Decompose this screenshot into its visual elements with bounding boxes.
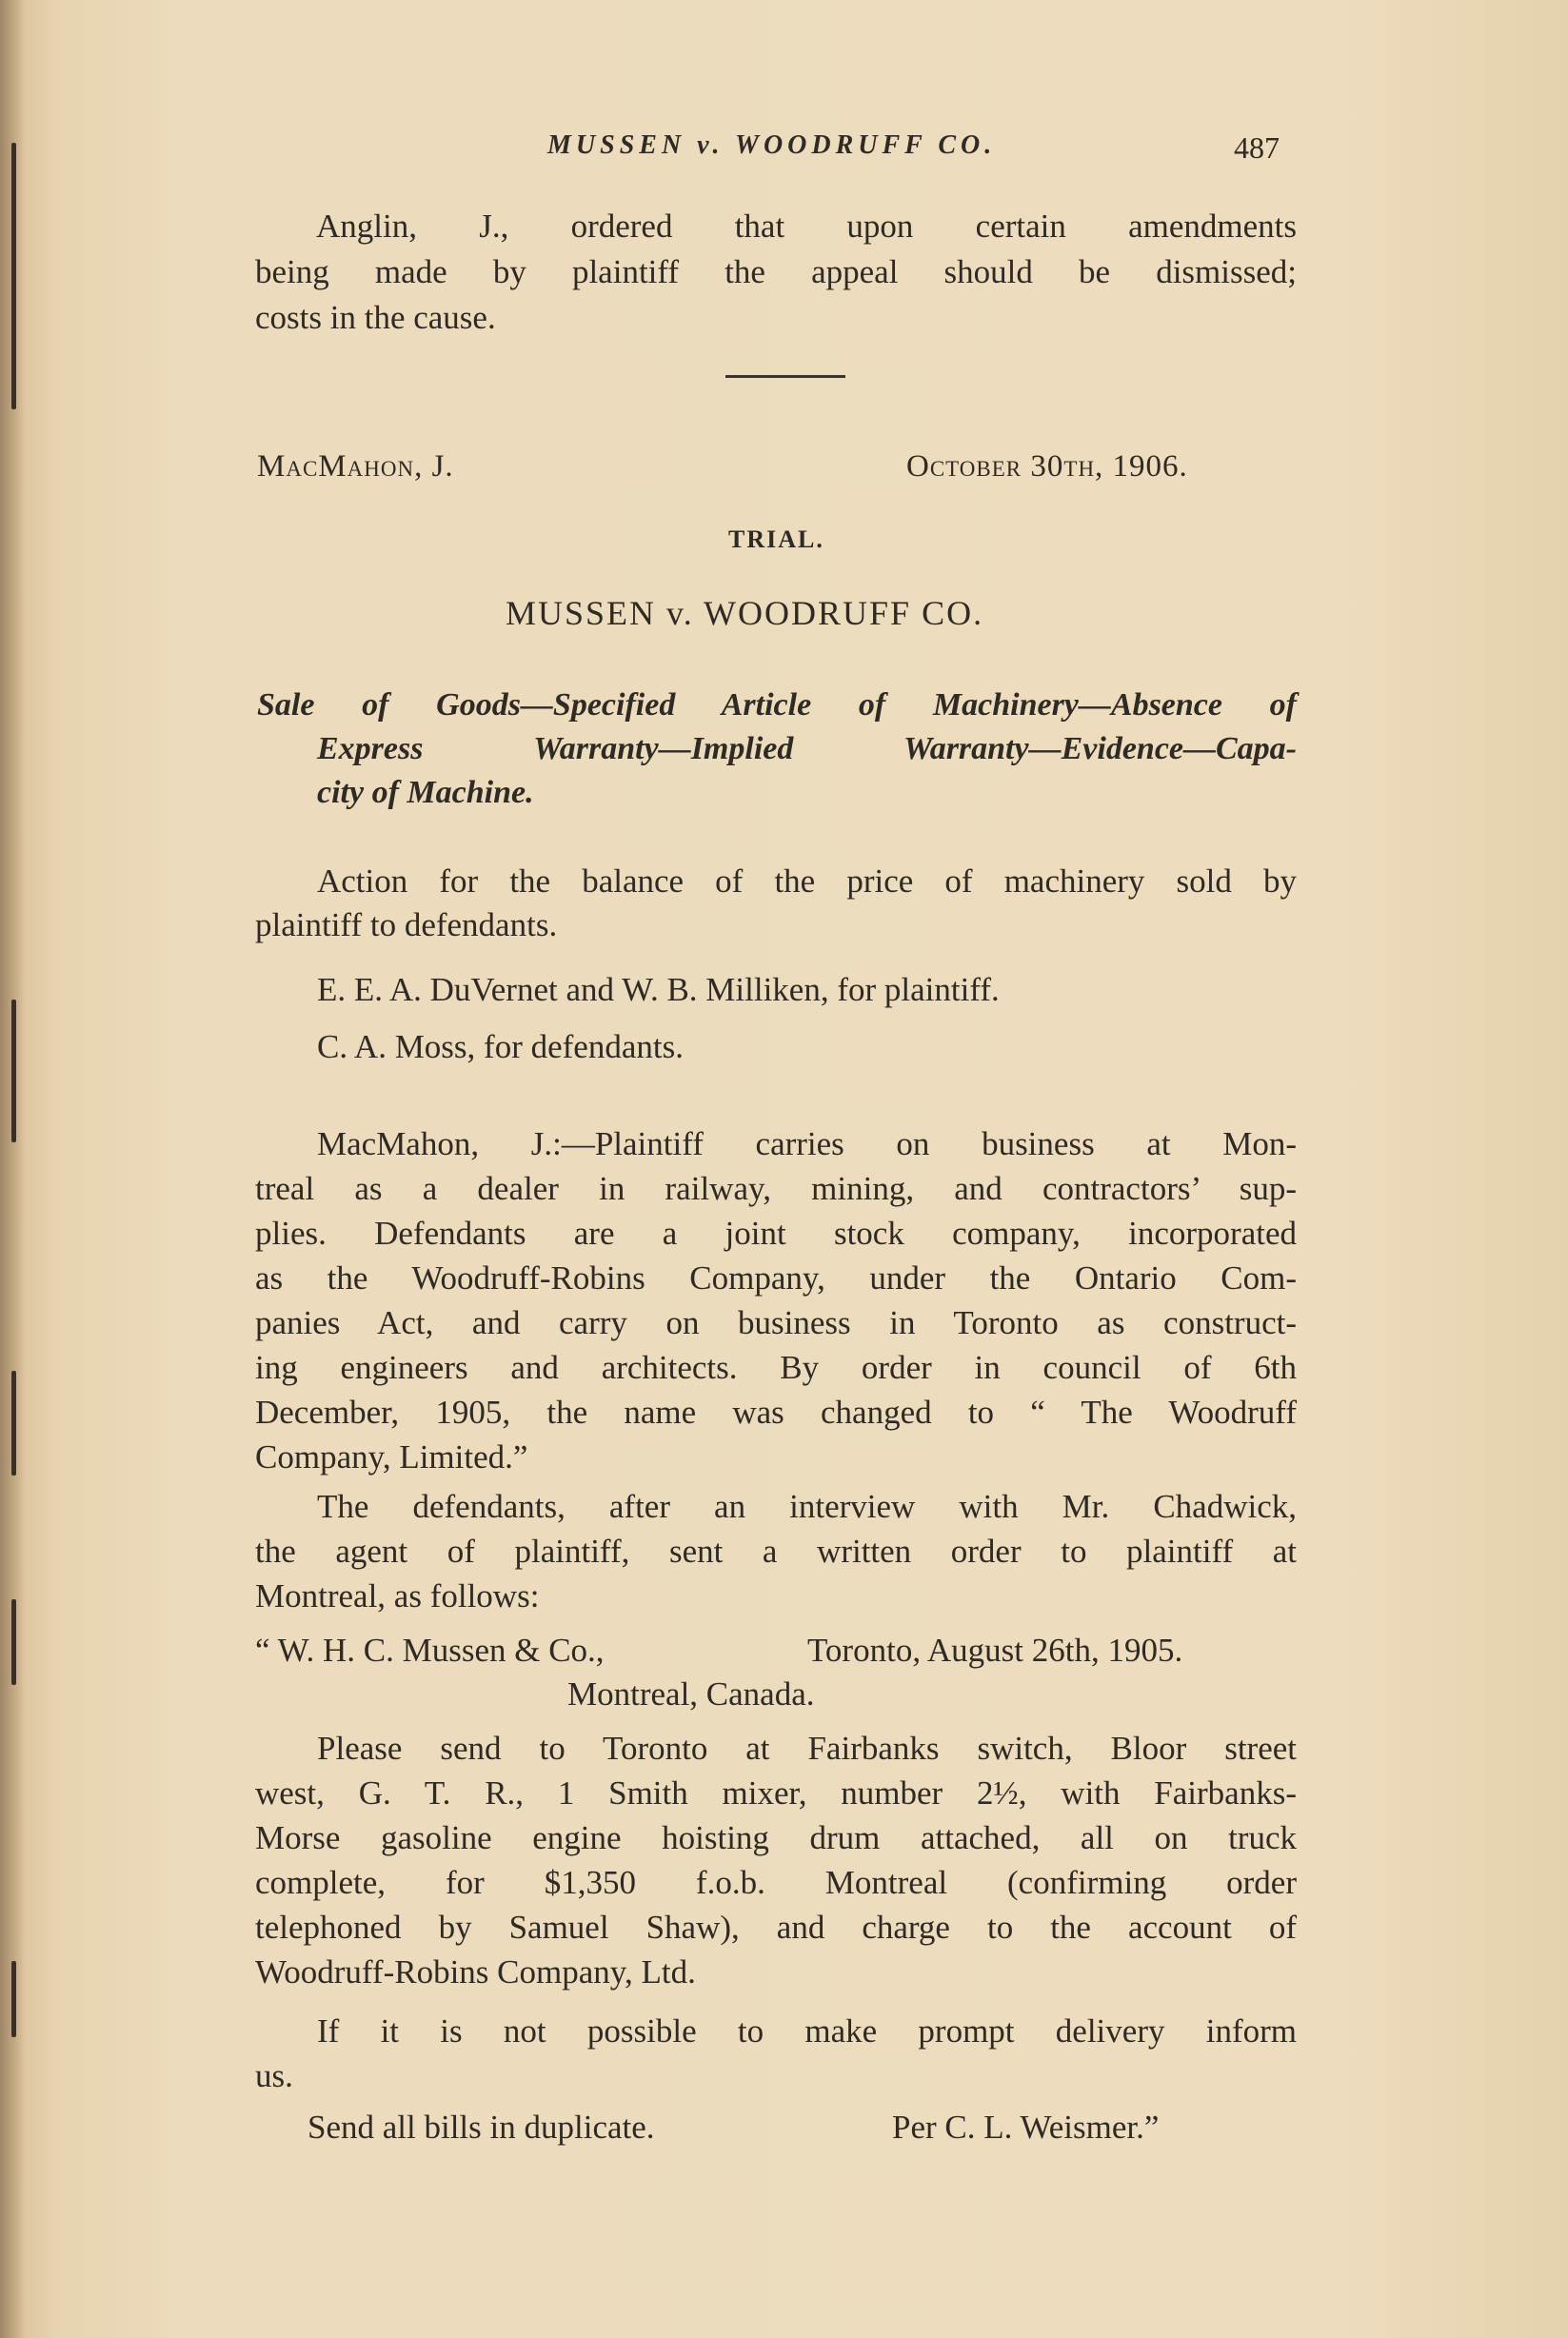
judge-name: MacMahon, J. [257,449,454,484]
letter-p4-line-1: If it is not possible to make prompt delivery inform [317,2012,1297,2050]
summary-line-2: plaintiff to defendants. [255,906,558,943]
letter-body-line-6: Woodruff-Robins Company, Ltd. [255,1953,696,1991]
headnote-line-3: city of Machine. [317,775,534,810]
prior-line-2: being made by plaintiff the appeal should be dismissed; [255,253,1297,290]
letter-body-line-4: complete, for $1,350 f.o.b. Montreal (confirming order [255,1864,1297,1901]
judgment-p2-line-2: the agent of plaintiff, sent a written order to plaintiff at [255,1533,1297,1570]
headnote-line-1: Sale of Goods—Specified Article of Machinery—Absence of [257,687,1297,723]
running-title: MUSSEN v. WOODRUFF CO. [547,130,997,160]
binding-mark [11,1371,16,1476]
letter-body-line-5: telephoned by Samuel Shaw), and charge to the account of [255,1909,1297,1946]
letter-date: Toronto, August 26th, 1905. [807,1632,1183,1669]
letter-addressee: “ W. H. C. Mussen & Co., [255,1632,605,1669]
letter-signature: Per C. L. Weismer.” [892,2109,1160,2146]
binding-mark [11,1000,16,1142]
letter-body-line-2: west, G. T. R., 1 Smith mixer, number 2½, with Fairbanks- [255,1774,1297,1812]
binding-mark [11,1599,16,1685]
judgment-p1-line-4: as the Woodruff-Robins Company, under the Ontario Com- [255,1259,1297,1297]
letter-body-line-1: Please send to Toronto at Fairbanks switch, Bloor street [317,1730,1297,1767]
judgment-p2-line-1: The defendants, after an interview with Mr. Chadwick, [317,1488,1297,1525]
counsel-plaintiff: E. E. A. DuVernet and W. B. Milliken, for plaintiff. [317,971,1000,1008]
judgment-p1-line-3: plies. Defendants are a joint stock company, incorporated [255,1215,1297,1252]
binding-mark [11,143,16,409]
case-title: MUSSEN v. WOODRUFF CO. [506,594,984,632]
judgment-p1-line-7: December, 1905, the name was changed to “ The Woodruff [255,1394,1297,1431]
letter-p4-line-2: us. [255,2057,293,2094]
section-divider [725,375,845,378]
summary-line-1: Action for the balance of the price of machinery sold by [317,862,1297,900]
letter-closing-left: Send all bills in duplicate. [308,2109,655,2146]
judgment-p1-line-6: ing engineers and architects. By order in council of 6th [255,1349,1297,1386]
letter-body-line-3: Morse gasoline engine hoisting drum attached, all on truck [255,1819,1297,1856]
prior-line-1: Anglin, J., ordered that upon certain amendments [316,208,1297,245]
judgment-p2-line-3: Montreal, as follows: [255,1577,540,1615]
judgment-p1-line-5: panies Act, and carry on business in Toronto as construct- [255,1304,1297,1341]
page-number: 487 [1234,130,1280,165]
counsel-defendants: C. A. Moss, for defendants. [317,1028,684,1065]
judgment-p1-line-8: Company, Limited.” [255,1438,528,1476]
headnote-line-2: Express Warranty—Implied Warranty—Evidence—Capa- [317,731,1297,766]
decision-date: October 30th, 1906. [906,449,1188,484]
letter-city: Montreal, Canada. [567,1675,815,1713]
prior-line-3: costs in the cause. [255,299,496,336]
judgment-p1-line-2: treal as a dealer in railway, mining, and contractors’ sup- [255,1170,1297,1207]
trial-label: TRIAL. [728,525,824,553]
binding-mark [11,1961,16,2037]
judgment-p1-line-1: MacMahon, J.:—Plaintiff carries on business at Mon- [317,1125,1297,1162]
